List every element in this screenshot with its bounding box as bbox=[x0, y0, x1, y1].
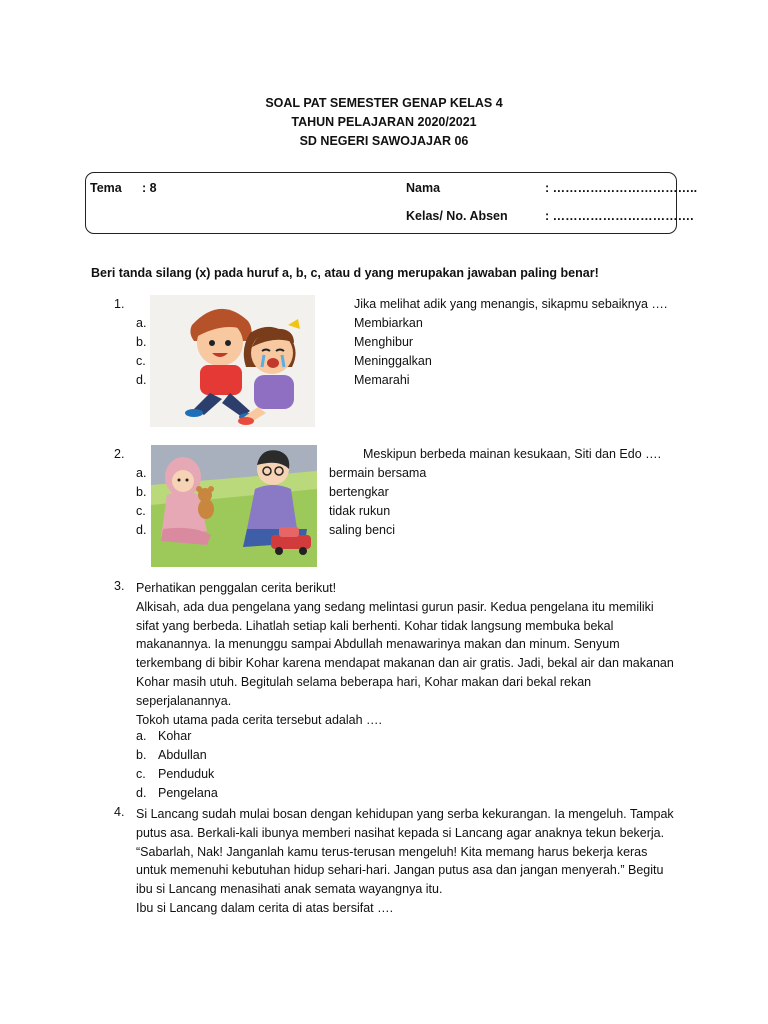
question-number: 4. bbox=[114, 805, 125, 819]
story-passage bbox=[136, 805, 681, 918]
passage-line: makanannya. Ia menunggu sampai Abdullah menawarinya makan dan minum. Senyum bbox=[136, 637, 620, 652]
kelas-field[interactable]: : ……………………………. bbox=[545, 209, 694, 223]
option-text-a: Membiarkan bbox=[354, 316, 423, 330]
option-letter-b[interactable]: b. bbox=[136, 335, 147, 349]
option-letter-a[interactable]: a. bbox=[136, 466, 147, 480]
option-letter-c[interactable]: c. bbox=[136, 767, 146, 781]
passage-line: Kohar masih utuh. Begitulah selama beberapa hari, Kohar makan dari bekal rekan bbox=[136, 674, 592, 689]
passage-line: terkembang di bibir Kohar karena mendapat makanan dan air gratis. Jadi, bekal air dan makanan bbox=[136, 656, 674, 671]
option-text-d: Pengelana bbox=[158, 786, 218, 800]
option-text-c: Meninggalkan bbox=[354, 354, 432, 368]
nama-label: Nama bbox=[406, 181, 441, 195]
question-number: 3. bbox=[114, 579, 125, 593]
option-text-d: saling benci bbox=[329, 523, 396, 537]
option-text-a: bermain bersama bbox=[329, 466, 427, 480]
passage-line: Si Lancang sudah mulai bosan dengan kehidupan yang serba kekurangan. Ia mengeluh. Tampak bbox=[136, 807, 674, 821]
story-passage bbox=[136, 579, 681, 729]
kelas-label: Kelas/ No. Absen bbox=[406, 209, 508, 223]
option-letter-c[interactable]: c. bbox=[136, 354, 146, 368]
option-letter-d[interactable]: d. bbox=[136, 786, 147, 800]
question-text: Ibu si Lancang dalam cerita di atas bersifat …. bbox=[136, 900, 394, 915]
instruction-text: Beri tanda silang (x) pada huruf a, b, c, atau d yang merupakan jawaban paling benar! bbox=[91, 266, 599, 280]
option-text-d: Memarahi bbox=[354, 373, 410, 387]
passage-line: putus asa. Berkali-kali ibunya memberi nasihat kepada si Lancang agar anaknya tekun bekerja. bbox=[136, 825, 665, 840]
option-letter-b[interactable]: b. bbox=[136, 485, 147, 499]
option-text-c: tidak rukun bbox=[329, 504, 391, 518]
option-text-b: Abdullan bbox=[158, 748, 207, 762]
nama-field[interactable]: : …………………………….. bbox=[545, 181, 698, 195]
passage-line: “Sabarlah, Nak! Janganlah kamu terus-terusan mengeluh! Kita memang harus bekerja keras bbox=[136, 844, 648, 859]
boy-comforting-crying-girl-illustration bbox=[150, 295, 315, 427]
question-number: 1. bbox=[114, 297, 125, 311]
passage-line: Alkisah, ada dua pengelana yang sedang melintasi gurun pasir. Kedua pengelana itu memiliki bbox=[136, 599, 654, 614]
option-text-b: bertengkar bbox=[329, 485, 389, 499]
passage-line: ibu si Lancang menasihati anak semata wayangnya itu. bbox=[136, 882, 443, 897]
header-school-name: SD NEGERI SAWOJAJAR 06 bbox=[299, 134, 469, 148]
option-text-c: Penduduk bbox=[158, 767, 215, 781]
option-text-a: Kohar bbox=[158, 729, 192, 743]
option-letter-d[interactable]: d. bbox=[136, 523, 147, 537]
option-letter-a[interactable]: a. bbox=[136, 316, 147, 330]
question-text: Tokoh utama pada cerita tersebut adalah …. bbox=[136, 712, 382, 727]
passage-line: untuk memenuhi kebutuhan hidup sehari-hari. Jangan putus asa dan jangan menyerah.” Begitu bbox=[136, 863, 664, 878]
option-letter-d[interactable]: d. bbox=[136, 373, 147, 387]
option-letter-c[interactable]: c. bbox=[136, 504, 146, 518]
question-number: 2. bbox=[114, 447, 125, 461]
header-year: TAHUN PELAJARAN 2020/2021 bbox=[291, 115, 477, 129]
passage-line: Perhatikan penggalan cerita berikut! bbox=[136, 581, 337, 595]
tema-label: Tema bbox=[90, 181, 122, 195]
children-playing-toys-illustration bbox=[151, 445, 317, 567]
option-letter-a[interactable]: a. bbox=[136, 729, 147, 743]
passage-line: seperjalanannya. bbox=[136, 693, 232, 708]
header-school-title: SOAL PAT SEMESTER GENAP KELAS 4 bbox=[265, 96, 503, 110]
option-text-b: Menghibur bbox=[354, 335, 414, 349]
identity-box bbox=[85, 172, 698, 234]
question-text: Jika melihat adik yang menangis, sikapmu sebaiknya …. bbox=[354, 297, 668, 311]
tema-value: : 8 bbox=[142, 181, 157, 195]
question-text: Meskipun berbeda mainan kesukaan, Siti dan Edo …. bbox=[363, 447, 662, 461]
option-letter-b[interactable]: b. bbox=[136, 748, 147, 762]
passage-line: sifat yang berbeda. Lihatlah setiap kali berhenti. Kohar tidak langsung membuka bekal bbox=[136, 618, 614, 633]
